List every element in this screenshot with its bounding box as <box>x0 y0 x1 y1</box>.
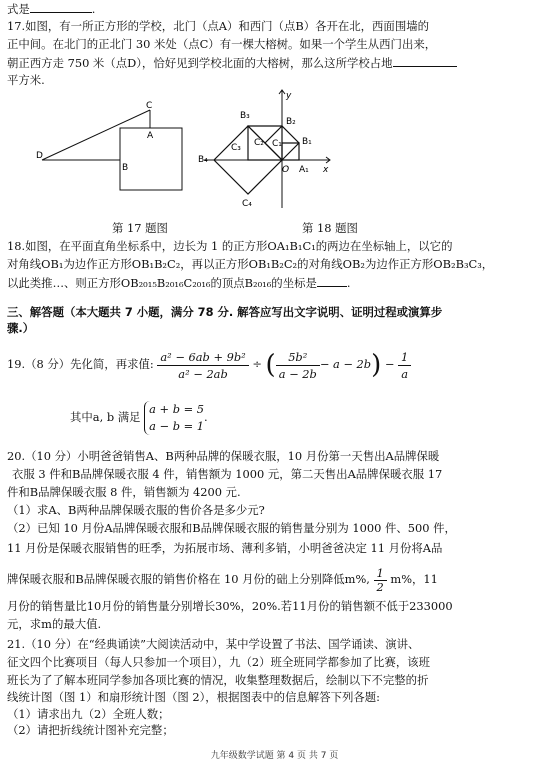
q19-cond-prefix: 其中a, b 满足 <box>70 410 141 424</box>
q19-expression <box>7 346 411 383</box>
q19-eq2: a − b = 1 <box>149 419 205 433</box>
line-dc <box>42 110 150 160</box>
q19-fraction-1 <box>157 349 248 382</box>
q18-line1: 18.如图，在平面直角坐标系中，边长为 1 的正方形OA₁B₁C₁的两边在坐标轴上，以它的 <box>7 239 453 253</box>
q17-line4: 平方米. <box>7 73 45 87</box>
q20-line7-a: 牌保暖衣服和B品牌保暖衣服的销售价格在 10 月份的础上分别降低m%, <box>7 572 370 586</box>
q19-fraction-3 <box>398 349 411 382</box>
label-b2: B₂ <box>286 117 296 127</box>
label-a: A <box>147 131 154 141</box>
q19-tail: − a − 2b <box>319 357 372 371</box>
q21-line6: （2）请把折线统计图补充完整； <box>7 723 174 737</box>
figure-17 <box>30 98 200 210</box>
q19-frac3-num: 1 <box>398 349 411 366</box>
q19-minus: − <box>384 357 395 371</box>
q19-prefix: 19.（8 分）先化简，再求值: <box>7 357 154 371</box>
q19-fraction-2 <box>276 349 320 382</box>
q19-frac2-num: 5b² <box>276 349 320 366</box>
q19-frac1-num: a² − 6ab + 9b² <box>157 349 248 366</box>
q20-line6: 11 月份是保暖衣服销售的旺季，为拓展市场、薄利多销，小明爸爸决定 11 月份将A品 <box>7 541 443 555</box>
q20-line8: 月份的销售量比10月份的销售量分别增长30%，20%.若11月份的销售额不低于233000 <box>7 599 453 613</box>
section3-heading-line2: 骤.） <box>7 321 35 335</box>
label-c4: C₄ <box>242 199 252 209</box>
q19-condition <box>70 398 208 436</box>
q20-line4: （1）求A、B两种品牌保暖衣服的售价各是多少元? <box>7 503 265 517</box>
q20-line9: 元，求m的最大值. <box>7 617 102 631</box>
answer-line-prev: 式是 . <box>7 2 96 16</box>
label-x: x <box>323 165 329 175</box>
label-d: D <box>36 151 43 161</box>
q19-frac3-den: a <box>401 366 409 381</box>
q20-line7-b: m%，11 <box>390 572 438 586</box>
q19-eq1: a + b = 5 <box>149 402 205 416</box>
label-c1: C₁ <box>272 139 282 149</box>
answer-blank <box>393 54 457 67</box>
label-y: y <box>286 91 292 101</box>
prev-question-tail: 式是 <box>7 2 30 16</box>
q20-line5: （2）已知 10 月份A品牌保暖衣服和B品牌保暖衣服的销售量分别为 1000 件、500 件， <box>7 521 456 535</box>
q21-line2: 征文四个比赛项目（每人只参加一个项目），九（2）班全班同学都参加了比赛，该班 <box>7 655 431 669</box>
caption-fig18: 第 18 题图 <box>302 221 358 235</box>
label-c3: C₃ <box>231 143 241 153</box>
section3-heading-line1: 三、解答题（本大题共 7 小题，满分 78 分. 解答应写出文字说明、证明过程或演算步 <box>7 305 443 319</box>
q21-line5: （1）请求出九（2）全班人数； <box>7 707 170 721</box>
q21-line4: 线统计图（图 1）和扇形统计图（图 2），根据图表中的信息解答下列各题: <box>7 690 380 704</box>
label-b4: B₄ <box>198 155 208 165</box>
answer-blank <box>317 274 347 287</box>
q20-frac-num: 1 <box>374 567 387 581</box>
page-footer: 九年级数学试题 第 4 页 共 7 页 <box>210 751 339 761</box>
q17-line2: 正中间。在北门的正北门 30 米处（点C）有一棵大榕树。如果一个学生从西门出来， <box>7 37 437 51</box>
caption-fig17: 第 17 题图 <box>112 221 168 235</box>
q19-cond-end: . <box>204 410 208 424</box>
label-a1: A₁ <box>299 165 309 175</box>
q19-frac2-den: a − 2b <box>278 366 317 381</box>
q17-line1: 17.如图，有一所正方形的学校，北门（点A）和西门（点B）各开在北，西面围墙的 <box>7 19 429 33</box>
figure-18 <box>196 88 336 212</box>
q20-line3: 件和B品牌保暖衣服 8 件，销售额为 4200 元. <box>7 485 241 499</box>
paren-open: ( <box>265 350 276 380</box>
q21-line1: 21.（10 分）在“经典诵读”大阅读活动中，某中学设置了书法、国学诵读、演讲、 <box>7 637 420 651</box>
q18-line3 <box>7 274 351 291</box>
q19-divide: ÷ <box>252 357 262 371</box>
q21-line3: 班长为了了解本班同学参加各项比赛的情况，收集整理数据后，绘制以下不完整的折 <box>7 673 429 687</box>
q17-line3 <box>7 54 457 71</box>
q19-equation-system <box>144 401 204 435</box>
q17-line3-text: 朝正西方走 750 米（点D），恰好见到学校北面的大榕树，那么这所学校占地 <box>7 56 393 70</box>
q18-line3-end: . <box>346 276 351 290</box>
label-b1: B₁ <box>302 137 312 147</box>
q18-line3-text: 以此类推…、则正方形OB₂₀₁₅B₂₀₁₆C₂₀₁₆的顶点B₂₀₁₆的坐标是 <box>7 276 317 290</box>
q20-line7 <box>7 565 438 594</box>
q19-frac1-den: a² − 2ab <box>178 366 228 381</box>
q20-line2: 衣服 3 件和B品牌保暖衣服 4 件，销售额为 1000 元，第二天售出A品牌保暖衣服 17 <box>12 467 443 481</box>
label-b: B <box>122 163 129 173</box>
q20-line1: 20.（10 分）小明爸爸销售A、B两种品牌的保暖衣服，10 月份第一天售出A品牌保暖 <box>7 449 440 463</box>
label-c: C <box>146 101 153 111</box>
label-o: O <box>282 165 290 175</box>
answer-blank <box>30 0 92 13</box>
paren-close: ) <box>371 350 382 380</box>
q18-line2: 对角线OB₁为边作正方形OB₁B₂C₂，再以正方形OB₁B₂C₂的对角线OB₂为边作正方形OB₂B₃C₃， <box>7 257 494 271</box>
q20-frac-den: 2 <box>376 579 384 594</box>
label-b3: B₃ <box>240 111 250 121</box>
label-c2: C₂ <box>254 138 264 148</box>
q20-half-fraction <box>374 567 387 594</box>
